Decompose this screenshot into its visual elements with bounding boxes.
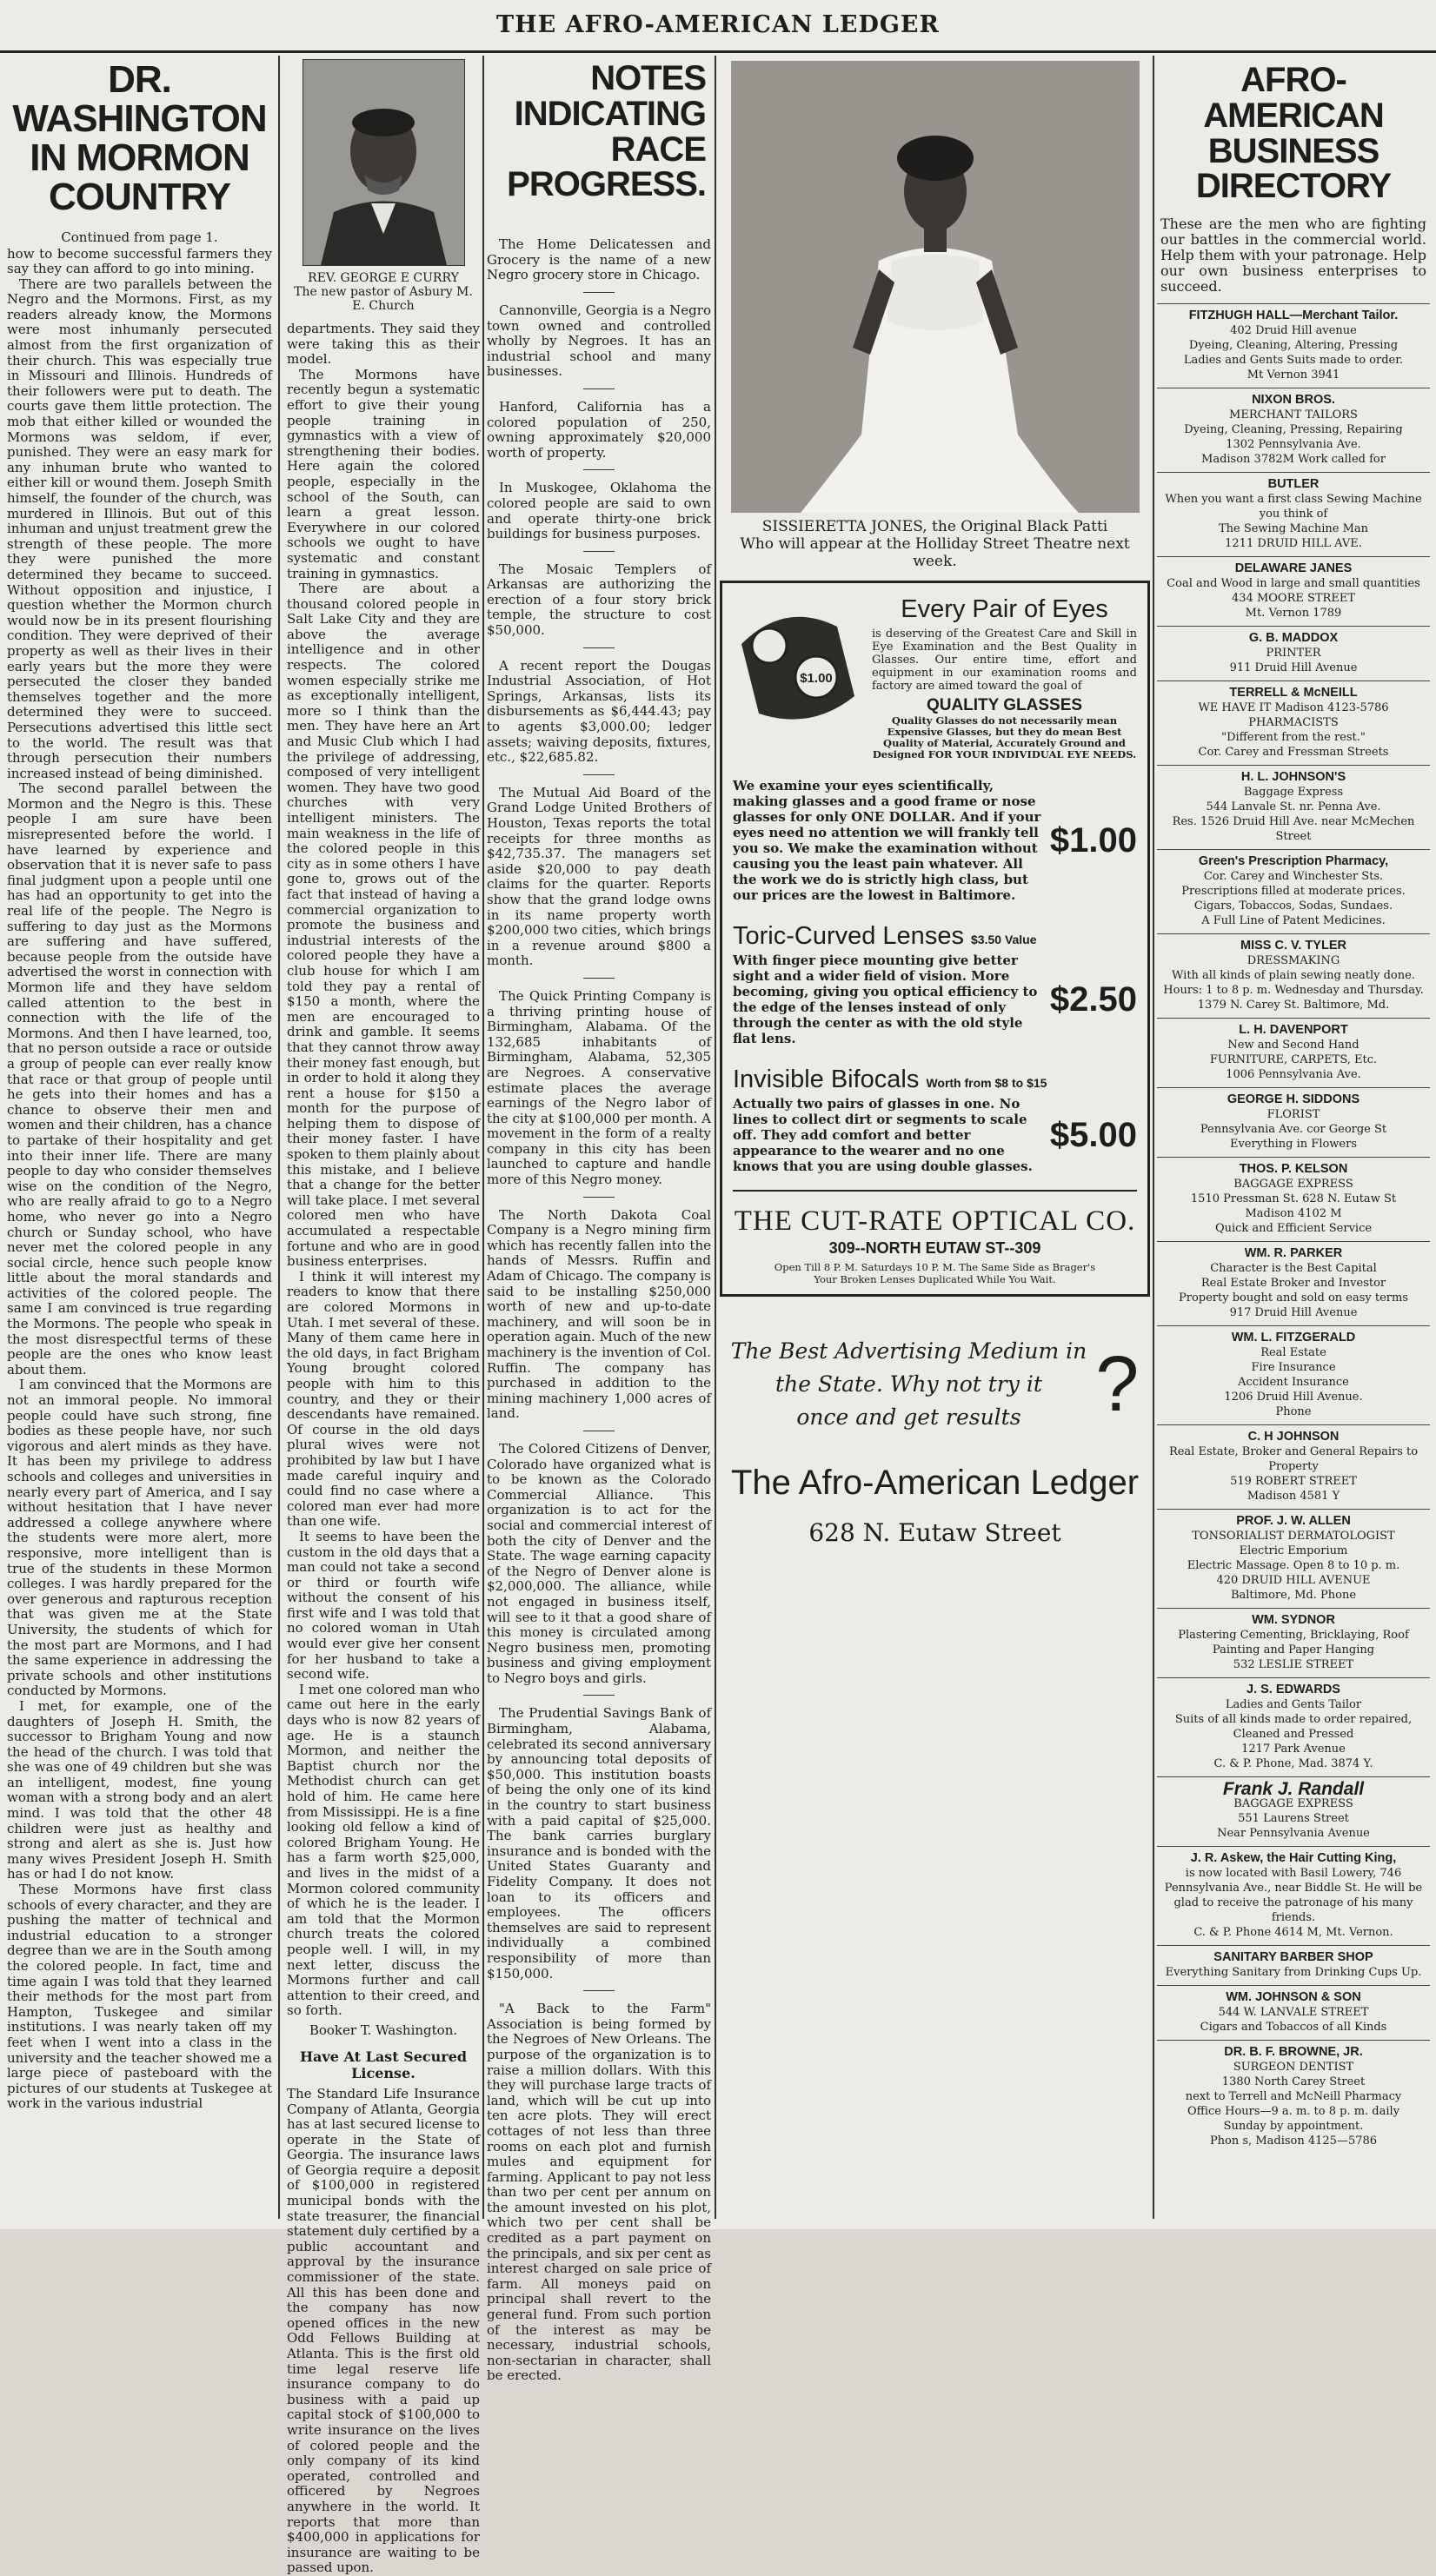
directory-entry-line: Accident Insurance <box>1238 1376 1349 1390</box>
progress-note: Cannonville, Georgia is a Negro town owned and controlled wholly by Negroes. It has an industrial school and many businesses. <box>487 302 711 380</box>
article-paragraph: I met, for example, one of the daughters of Joseph H. Smith, the successor to Brigham Young and now the head of the church. I was told that she was one of 49 children but she was an intelligent, modest, fine young woman with a strong body and an alert mind. I was told that the other 48 children were just as healthy and strong and alert as she is. Just how many wives President Joseph H. Smith has or had I do not know. <box>7 1697 272 1882</box>
directory-entry-line: Electric Massage. Open 8 to 10 p. m. <box>1187 1559 1400 1573</box>
directory-entry-line: 420 DRUID HILL AVENUE <box>1216 1574 1371 1588</box>
directory-entry-line: 402 Druid Hill avenue <box>1230 324 1357 338</box>
directory-entry <box>1157 849 1430 933</box>
directory-entry <box>1157 2040 1430 2154</box>
directory-entry-name: MISS C. V. TYLER <box>1240 939 1346 953</box>
directory-entry-line: Quick and Efficient Service <box>1214 1222 1373 1236</box>
article-paragraph: I am convinced that the Mormons are not an immoral people. No immoral people could have such strong, fine bodies as these people have, nor such vigorous and alert minds as they have. It has been my privilege to address schools and colleges and universities in nearly every part of America, and I say without hesitation that I have never addressed a college anywhere where the students were more alert, more responsive, more intelligent than is true of the students in these Mormon colleges. I was hardly prepared for the over generous and rapturous reception that was given me at the State University, the students of which for the most part are Mormons, and I had the same experience in addressing the private schools and other institutions conducted by Mormons. <box>7 1377 272 1699</box>
offer-toric <box>733 953 1137 1046</box>
price-three: $5.00 <box>1049 1115 1137 1154</box>
directory-entry-name: WM. L. FITZGERALD <box>1231 1331 1356 1345</box>
directory-entry <box>1157 765 1430 849</box>
directory-entry-line: 1379 N. Carey St. Baltimore, Md. <box>1197 999 1390 1012</box>
headline-directory: AFRO-AMERICAN BUSINESS DIRECTORY <box>1195 61 1392 206</box>
directory-entry <box>1157 1846 1430 1945</box>
directory-entry-line: 1510 Pressman St. 628 N. Eutaw St <box>1190 1192 1397 1206</box>
column-race-progress <box>487 56 711 2384</box>
separator <box>583 1695 615 1696</box>
directory-entry-name: DELAWARE JANES <box>1234 561 1353 576</box>
directory-entry-line: New and Second Hand <box>1227 1039 1360 1052</box>
directory-entry-line: Real Estate Broker and Investor <box>1200 1277 1386 1291</box>
directory-entry-line: Real Estate <box>1260 1346 1326 1360</box>
license-paragraph: The Standard Life Insurance Company of Atlanta, Georgia has at last secured license to operate in the State of Georgia. The insurance laws of Georgia require a deposit of $100,000 in registered municipal bonds with the state treasurer, the financial statement duly certified by a public accountant and approval by the insurance commissioner of the state. All this has been done and the company has now opened offices in the new Odd Fellows Building at Atlanta. This is the first old time legal reserve life insurance company to do business with a paid up capital stock of $100,000 to write insurance on the lives of colored people and the only company of its kind operated, controlled and officered by Negroes anywhere in the world. It reports that more than $400,000 in applications for insurance are waiting to be passed upon. <box>287 2085 480 2576</box>
directory-entry-line: Electric Emporium <box>1239 1544 1348 1558</box>
directory-entry-line: 532 LESLIE STREET <box>1233 1658 1354 1672</box>
fan-icon <box>733 592 863 740</box>
headline-race-progress: NOTES INDICATING RACE PROGRESS. <box>507 59 706 204</box>
directory-entry <box>1157 556 1430 626</box>
directory-entry-line: The Sewing Machine Man <box>1218 522 1369 536</box>
directory-entry-name: DR. B. F. BROWNE, JR. <box>1224 2045 1363 2060</box>
ledger-address: 628 N. Eutaw Street <box>808 1518 1061 1547</box>
ad-heading-block <box>872 592 1137 760</box>
directory-entry-line: next to Terrell and McNeill Pharmacy <box>1185 2090 1402 2104</box>
promo-text <box>731 1335 1087 1434</box>
ad-divider <box>733 1190 1137 1192</box>
directory-entry-name: BUTLER <box>1267 477 1320 492</box>
directory-entry-line: FURNITURE, CARPETS, Etc. <box>1209 1053 1378 1067</box>
directory-entry-line: Plastering Cementing, Bricklaying, Roof Painting and Paper Hanging <box>1178 1629 1409 1657</box>
directory-entry-line: 1217 Park Avenue <box>1241 1743 1346 1756</box>
column-rule <box>278 56 280 2219</box>
directory-entry-line: Baltimore, Md. Phone <box>1230 1589 1357 1603</box>
directory-entry-line: A Full Line of Patent Medicines. <box>1201 914 1386 928</box>
company-note: Your Broken Lenses Duplicated While You Wait. <box>814 1273 1056 1285</box>
directory-entry-line: Phon s, Madison 4125—5786 <box>1209 2134 1378 2148</box>
directory-entry <box>1157 626 1430 681</box>
directory-entry-line: C. & P. Phone, Mad. 3874 Y. <box>1213 1757 1373 1771</box>
directory-entry-line: is now located with Basil Lowery, 746 Pennsylvania Ave., near Biddle St. He will be glad to receive the patronage of his many friends. <box>1164 1867 1423 1925</box>
directory-entry-line: Ladies and Gents Tailor <box>1225 1698 1362 1712</box>
directory-entry <box>1157 1157 1430 1241</box>
signature: Booker T. Washington. <box>309 2022 458 2038</box>
promo-line-1: The Best Advertising Medium in <box>730 1338 1087 1364</box>
directory-entry-line: 917 Druid Hill Avenue <box>1229 1306 1358 1320</box>
directory-entry-line: MERCHANT TAILORS <box>1229 408 1358 422</box>
progress-note: The Colored Citizens of Denver, Colorado have organized what is to be known as the Colorado Commercial Alliance. This organization is to act for the social and commercial interest of both the city of Denver and the State. The wage earning capacity of the Negro of Denver alone is $2,000,000. The alliance, while not engaged in business itself, will see to it that a good share of this money is circulated among Negro business men, promoting business and giving employment to Negro boys and girls. <box>487 1440 711 1686</box>
offer-text: We examine your eyes scientifically, making glasses and a good frame or nose glasses for only ONE DOLLAR. And if your eyes need no attention we will frankly tell you so. We make the examination without causing you the least pain whatever. All the work we do is strictly high class, but our prices are the lowest in Baltimore. <box>733 778 1041 903</box>
caption-text: The new pastor of Asbury M. E. Church <box>294 285 473 313</box>
article-paragraph: It seems to have been the custom in the old days that a man could not take a second or third or fourth wife without the consent of his first wife and I was told that no colored woman in Utah would ever give her consent for her husband to take a second wife. <box>287 1528 480 1683</box>
directory-entry <box>1157 472 1430 556</box>
singer-caption <box>720 518 1150 570</box>
directory-entry-name: Green's Prescription Pharmacy, <box>1198 854 1389 869</box>
directory-entry-line: Fire Insurance <box>1251 1361 1336 1375</box>
ad-quality: QUALITY GLASSES <box>926 696 1083 714</box>
directory-entry-line: Cor. Carey and Fressman Streets <box>1198 746 1389 760</box>
column-directory <box>1157 56 1430 2219</box>
directory-entry-line: 911 Druid Hill Avenue <box>1229 661 1358 675</box>
directory-entry <box>1157 933 1430 1018</box>
directory-entry <box>1157 1018 1430 1087</box>
singer-caption-line-1: SISSIERETTA JONES, the Original Black Patti <box>761 518 1108 535</box>
toric-lens-heading <box>733 922 1137 951</box>
directory-entry-line: Suits of all kinds made to order repaired, Cleaned and Pressed <box>1174 1713 1413 1742</box>
price-two: $2.50 <box>1049 979 1137 1019</box>
directory-entry-line: PRINTER <box>1266 647 1321 661</box>
directory-entry-line: Madison 3782M Work called for <box>1201 453 1386 467</box>
ledger-promo <box>720 1309 1150 1547</box>
column-washington <box>7 56 272 2219</box>
article-paragraph: There are two parallels between the Negro and the Mormons. First, as my readers already know, the Mormons were most inhumanly persecuted almost from the first organization of their church. This was especially true in Missouri and Illinois. Hundreds of their followers were put to death. The courts gave them little protection. The mob that either killed or wounded the Mormons was seldom, if ever, punished. They were an easy mark for any inhuman brute who wanted to either kill or wound them. Joseph Smith himself, the founder of the church, was murdered in Illinois. But out of this inhuman and unjust treatment grew the strength of these people. The more they were punished the more determined they became to succeed. Without opposition and injustice, I question whether the Mormon church would now be in its present flourishing condition. They were deprived of their property as well as their lives in their early years but the more they were persecuted the closer they banded themselves together and the more determined they were to succeed. Persecutions advertised this little sect to the world. The result was that through persecution their numbers increased instead of being diminished. <box>7 276 272 781</box>
directory-entry-line: Madison 4581 Y <box>1247 1490 1340 1504</box>
directory-entry-line: Coal and Wood in large and small quantities <box>1167 577 1420 591</box>
directory-entry <box>1157 1424 1430 1509</box>
progress-note: The Mutual Aid Board of the Grand Lodge United Brothers of Houston, Texas reports the total receipts for three months as $42,735.37. The managers set aside $20,000 to pay death claims for the quarter. Reports show that the grand lodge owns in its name property worth $200,000 two cities, which brings in a revenue around $800 a month. <box>487 784 711 969</box>
directory-entry-line: BAGGAGE EXPRESS <box>1233 1178 1353 1192</box>
directory-entry <box>1157 303 1430 388</box>
article-paragraph: I think it will interest my readers to know that there are colored Mormons in Utah. I met several of these. Many of them came here in the old days, in fact Brigham Young brought colored people with him to this country, and they or their descendants have remained. Of course in the old days plural wives were not prohibited by law but I have made careful inquiry and could find no case where a colored man ever had more than one wife. <box>287 1268 480 1530</box>
ad-top <box>733 592 1137 760</box>
offer-bifocal <box>733 1096 1137 1174</box>
directory-entry-line: Near Pennsylvania Avenue <box>1217 1827 1370 1841</box>
headline-washington: DR. WASHINGTON IN MORMON COUNTRY <box>12 58 267 218</box>
ad-intro: is deserving of the Greatest Care and Skill in Eye Examination and the Best Quality in Glasses. Our entire time, effort and equipment in our examination rooms and factory are aimed toward the goal of <box>872 627 1137 693</box>
directory-entry-line: Character is the Best Capital <box>1210 1262 1377 1276</box>
directory-entry-line: DRESSMAKING <box>1247 954 1340 968</box>
directory-entry <box>1157 681 1430 765</box>
directory-entry-name: PROF. J. W. ALLEN <box>1236 1514 1351 1529</box>
directory-entry-line: Real Estate, Broker and General Repairs to Property <box>1168 1445 1419 1474</box>
directory-entry-line: Baggage Express <box>1243 786 1344 800</box>
article-paragraph: departments. They said they were taking this as their model. <box>287 321 480 368</box>
directory-entry <box>1157 1087 1430 1157</box>
progress-note: The Home Delicatessen and Grocery is the name of a new Negro grocery store in Chicago. <box>487 236 711 283</box>
column-rule <box>482 56 484 2219</box>
separator <box>583 1197 615 1198</box>
directory-entry-line: Dyeing, Cleaning, Pressing, Repairing <box>1184 423 1403 437</box>
separator <box>583 1990 615 1991</box>
toric-text: With finger piece mounting give better sight and a wider field of vision. More becoming, giving you optical efficiency to the edge of the lenses instead of only through the center as with the old style flat lens. <box>733 953 1038 1046</box>
directory-entry-line: WE HAVE IT Madison 4123-5786 <box>1198 701 1389 715</box>
directory-entry-line: 1006 Pennsylvania Ave. <box>1226 1068 1361 1082</box>
directory-entry-line: C. & P. Phone 4614 M, Mt. Vernon. <box>1193 1926 1393 1940</box>
article-paragraph: These Mormons have first class schools of every character, and they are pushing the matter of technical and industrial education to a stronger degree than we are in the South among the colored people. In fact, time and time again I was told that they learned their methods for the most part from Hampton, Tuskegee and similar institutions. I was nearly taken off my feet when I went into a class in the university and the teacher showed me a large piece of pasteboard with the pictures of our students at Tuskegee at work in the various industrial <box>7 1882 272 2112</box>
separator <box>583 292 615 293</box>
directory-entry-line: Cor. Carey and Winchester Sts. <box>1203 870 1384 884</box>
column-curry <box>287 56 480 2576</box>
masthead: THE AFRO-AMERICAN LEDGER <box>0 0 1436 53</box>
directory-entry-line: With all kinds of plain sewing neatly done. Hours: 1 to 8 p. m. Wednesday and Thursday. <box>1163 969 1424 998</box>
directory-entry-line: 434 MOORE STREET <box>1232 592 1355 606</box>
separator <box>583 774 615 775</box>
toric-value: $3.50 Value <box>971 933 1037 946</box>
continued-note: Continued from page 1. <box>61 229 218 245</box>
question-mark-icon: ? <box>1095 1340 1140 1428</box>
company-name: THE CUT-RATE OPTICAL CO. <box>734 1205 1136 1237</box>
progress-note: "A Back to the Farm" Association is being formed by the Negroes of New Orleans. The purpose of the organization is to raise a million dollars. With this they will purchase large tracts of land, which will be cut up into ten acre plots. They will erect cottages of not less than three rooms on each plot and furnish mules and equipment for farming. Applicant to pay not less than two per cent per annum on the amount invested on his plot, which two per cent shall be credited as a part payment on the principals, and six per cent as interest charged on sale price of farm. All moneys paid on principal shall revert to the general fund. From such portion of the interest as may be necessary, industrial schools, non-sectarian in character, shall be erected. <box>487 2001 711 2384</box>
directory-entry-line: 544 W. LANVALE STREET <box>1218 2006 1369 2020</box>
bifocal-title: Invisible Bifocals <box>733 1066 920 1093</box>
directory-entry-name: SANITARY BARBER SHOP <box>1213 1950 1373 1965</box>
directory-entry-name: G. B. MADDOX <box>1248 631 1339 646</box>
directory-entry-line: 544 Lanvale St. nr. Penna Ave. <box>1206 800 1381 814</box>
ledger-name: The Afro-American Ledger <box>730 1464 1140 1502</box>
price-one: $1.00 <box>1049 820 1137 860</box>
article-paragraph: There are about a thousand colored people in Salt Lake City and they are above the average intelligence and in other respects. The colored women especially strike me as exceptionally intelligent, more so I think than the men. They have here an Art and Music Club which I had the privilege of addressing, composed of very intelligent women. They have two good churches with very intelligent ministers. The main weakness in the life of the colored people in this city as in some others I have gone to, grows out of the fact that instead of having a commercial organization to promote the business and industrial interests of the colored people they have a club house for which I am told they pay a rental of $150 a month, where the men are encouraged to drink and gamble. It seems that they cannot throw away their money fast enough, but in order to hold it along they rent a house for $150 a month for the purpose of helping them to dispose of their money faster. I have spoken to them plainly about this mistake, and I believe that a change for the better will take place. I met several colored men who have accumulated a respectable fortune and who are in good business enterprises. <box>287 581 480 1270</box>
directory-entry-line: Mt Vernon 3941 <box>1247 368 1340 382</box>
promo-line-3: once and get results <box>796 1404 1021 1430</box>
directory-entry-line: Cigars and Tobaccos of all Kinds <box>1200 2021 1387 2035</box>
ad-quality-fine: Quality Glasses do not necessarily mean Expensive Glasses, but they do mean Best Quality of Material, Accurately Ground and Designed FOR YOUR INDIVIDUAL EYE NEEDS. <box>872 714 1137 760</box>
directory-entry <box>1157 1776 1430 1846</box>
directory-entry-line: Dyeing, Cleaning, Altering, Pressing <box>1188 339 1399 353</box>
directory-entry-name: NIXON BROS. <box>1252 393 1335 408</box>
directory-entry-line: Sunday by appointment. <box>1223 2120 1364 2134</box>
bifocal-heading <box>733 1066 1137 1094</box>
article-paragraph: The second parallel between the Mormon and the Negro is this. These people I am sure have been misrepresented before the world. I have learned by experience and observation that it is never safe to pass final judgment upon a people until one has had an opportunity to get into the real life of the people. The Negro is suffering to day just as the Mormons are suffering and have suffered, because people from the outside have advertised the worst in connection with Mormon life and they have seldom called attention to the best in connection with the life of the Mormons. And then I have learned, too, that no person outside a race or outside a group of people can ever really know that race or that group of people until he gets into their homes and has a chance to observe their men and women and their children, has a chance to partake of their hospitality and get into their inner life. There are many people to day who consider themselves wise on the condition of the Negro, who are really afraid to go to a Negro home, who never go into a Negro church or Sunday school, who have never met the colored people in any social circle, hence such people know little about the moral standards and activities of the colored people. The same I am convinced is true regarding the Mormons. The people who speak in the most disrespectful terms of these people are the ones who know least about them. <box>7 780 272 1378</box>
progress-note: The North Dakota Coal Company is a Negro mining firm which has recently fallen into the hands of Messrs. Ruffin and Adam of Chicago. The company is said to be installing $250,000 worth of new and up-to-date machinery, and will soon be in operation again. Much of the new machinery is the invention of Col. Ruffin. The company has purchased in addition to the mining machinery 1,000 acres of land. <box>487 1206 711 1422</box>
directory-entry-name: THOS. P. KELSON <box>1239 1162 1348 1177</box>
directory-entry <box>1157 1677 1430 1776</box>
optical-ad <box>720 581 1150 1297</box>
directory-list <box>1157 303 1430 2154</box>
column-rule <box>1153 56 1154 2219</box>
promo-wrap <box>725 1335 1145 1434</box>
directory-entry-line: PHARMACISTS <box>1248 716 1339 730</box>
directory-entry-line: FLORIST <box>1266 1108 1320 1122</box>
offer-one-dollar <box>733 778 1137 903</box>
directory-entry-name: WM. R. PARKER <box>1244 1246 1343 1261</box>
directory-entry-line: TONSORIALIST DERMATOLOGIST <box>1192 1530 1395 1544</box>
directory-entry-line: When you want a first class Sewing Machine you think of <box>1165 493 1422 521</box>
progress-note: The Quick Printing Company is a thriving printing house of Birmingham, Alabama. Of the 132,685 inhabitants of Birmingham, Alabama, 52,305 are Negroes. A conservative estimate places the average earnings of the Negro labor of the city at $100,000 per month. A movement in the form of a realty company in this city has been launched to capture and handle more of this Negro money. <box>487 987 711 1188</box>
progress-note: A recent report the Dougas Industrial Association, of Hot Springs, Arkansas, lists its disbursements as $6,444.43; pay to agents $3,000.00; ledger assets; waiving deposits, fixtures, etc., $22,685.82. <box>487 657 711 766</box>
directory-entry-name: TERRELL & McNEILL <box>1229 686 1358 700</box>
directory-entry-line: Res. 1526 Druid Hill Ave. near McMechen Street <box>1172 815 1415 844</box>
article-paragraph: The Mormons have recently begun a systematic effort to give their young people training in gymnastics with a view of strengthening their bodies. Here again the colored people, especially in the school of the South, can learn a great lesson. Everywhere in our colored schools we ought to have systematic and constant training in gymnastics. <box>287 366 480 581</box>
directory-entry-line: Phone <box>1275 1405 1312 1419</box>
directory-entry-line: Madison 4102 M <box>1245 1207 1342 1221</box>
separator <box>583 978 615 979</box>
separator <box>583 388 615 389</box>
singer-photo <box>731 61 1140 513</box>
progress-note: The Mosaic Templers of Arkansas are authorizing the erection of a four story brick temple, the structure to cost $50,000. <box>487 561 711 639</box>
company-hours: Open Till 8 P. M. Saturdays 10 P. M. The Same Side as Brager's <box>774 1261 1096 1273</box>
directory-entry-line: Cigars, Tobaccos, Sodas, Sundaes. <box>1193 900 1393 913</box>
separator <box>583 469 615 470</box>
directory-entry-line: Everything Sanitary from Drinking Cups Up. <box>1165 1966 1422 1980</box>
directory-entry-line: 519 ROBERT STREET <box>1230 1475 1357 1489</box>
portrait-caption <box>287 271 480 313</box>
directory-entry-line: SURGEON DENTIST <box>1233 2061 1354 2075</box>
directory-entry <box>1157 1985 1430 2040</box>
directory-entry-line: 1380 North Carey Street <box>1221 2075 1366 2089</box>
directory-entry-line: Prescriptions filled at moderate prices. <box>1181 885 1406 899</box>
directory-entry-line: 551 Laurens Street <box>1238 1812 1349 1826</box>
directory-entry-name: C. H JOHNSON <box>1247 1430 1340 1444</box>
directory-entry-line: Property bought and sold on easy terms <box>1178 1291 1409 1305</box>
bifocal-text: Actually two pairs of glasses in one. No lines to collect dirt or segments to scale off. They add comfort and better appearance to the wearer and no one knows that you are using double glasses. <box>733 1096 1033 1174</box>
directory-entry <box>1157 1945 1430 1985</box>
directory-entry-name: J. R. Askew, the Hair Cutting King, <box>1190 1851 1397 1866</box>
portrait-photo <box>302 59 465 266</box>
directory-entry-line: Mt. Vernon 1789 <box>1245 607 1342 621</box>
directory-entry <box>1157 388 1430 472</box>
directory-entry-name: J. S. EDWARDS <box>1247 1683 1340 1697</box>
article-paragraph: I met one colored man who came out here in the early days who is now 82 years of age. He is a staunch Mormon, and neither the Baptist church nor the Methodist church can get hold of him. He came here from Mississippi. He is a fine looking old fellow a kind of colored Brigham Young. He has a farm worth $25,000, and lives in the midst of a Mormon colored community of which he is the leader. I am told that the Mormon church treats the colored people well. I will, in my next letter, discuss the Mormons further and call attention to their creed, and so forth. <box>287 1681 480 2019</box>
directory-entry-line: 1206 Druid Hill Avenue. <box>1224 1391 1363 1404</box>
directory-entry-line: Pennsylvania Ave. cor George St <box>1200 1123 1387 1137</box>
directory-intro: These are the men who are fighting our battles in the commercial world. Help them with your patronage. Help our own business enterprises to succeed. <box>1160 216 1426 295</box>
column-ads <box>720 56 1150 2219</box>
directory-entry-line: Ladies and Gents Suits made to order. <box>1183 354 1404 368</box>
directory-entry-line: "Different from the rest." <box>1221 731 1366 745</box>
directory-entry-line: 1211 DRUID HILL AVE. <box>1225 537 1362 551</box>
progress-note: Hanford, California has a colored population of 250, owning approximately $20,000 worth of property. <box>487 398 711 461</box>
directory-entry <box>1157 1325 1430 1424</box>
directory-entry-line: Everything in Flowers <box>1229 1138 1358 1152</box>
bifocal-value: Worth from $8 to $15 <box>926 1076 1047 1090</box>
directory-entry-name: WM. JOHNSON & SON <box>1226 1990 1361 2005</box>
separator <box>583 551 615 552</box>
directory-entry <box>1157 1241 1430 1325</box>
progress-note: The Prudential Savings Bank of Birmingham, Alabama, celebrated its second anniversary by announcing total deposits of $50,000. This institution boasts of being the only one of its kind in the country to start business with a paid capital of $25,000. The bank carries burglary insurance and is bonded with the United States Guaranty and Fidelity Company. It does not loan to its officers and employees. The officers themselves are said to represent individually a combined responsibility of more than $150,000. <box>487 1705 711 1982</box>
directory-entry-name: L. H. DAVENPORT <box>1239 1023 1348 1038</box>
article-paragraph: how to become successful farmers they say they can afford to go into mining. <box>7 245 272 277</box>
column-rule <box>715 56 716 2219</box>
singer-caption-line-2: Who will appear at the Holliday Street Theatre next week. <box>740 535 1130 570</box>
caption-name: REV. GEORGE E CURRY <box>308 271 459 285</box>
progress-note: In Muskogee, Oklahoma the colored people are said to own and operate thirty-one brick buildings for business purposes. <box>487 480 711 542</box>
directory-entry-name: FITZHUGH HALL—Merchant Tailor. <box>1188 309 1399 323</box>
directory-entry-line: BAGGAGE EXPRESS <box>1233 1797 1353 1811</box>
directory-entry <box>1157 1509 1430 1608</box>
directory-entry-line: Office Hours—9 a. m. to 8 p. m. daily <box>1187 2105 1400 2119</box>
license-subhead: Have At Last Secured License. <box>299 2048 468 2081</box>
promo-line-2: the State. Why not try it <box>775 1371 1042 1397</box>
company-address: 309--NORTH EUTAW ST--309 <box>828 1239 1041 1257</box>
ad-title: Every Pair of Eyes <box>901 595 1108 623</box>
fan-price-label: $1.00 <box>800 671 833 686</box>
toric-title: Toric-Curved Lenses <box>733 922 964 950</box>
directory-entry-name: H. L. JOHNSON'S <box>1240 770 1346 785</box>
directory-entry-name: Frank J. Randall <box>1222 1779 1365 1800</box>
separator <box>583 647 615 648</box>
directory-entry-name: WM. SYDNOR <box>1252 1613 1335 1628</box>
directory-entry <box>1157 1608 1430 1677</box>
directory-entry-name: GEORGE H. SIDDONS <box>1227 1092 1360 1107</box>
directory-entry-line: 1302 Pennsylvania Ave. <box>1226 438 1361 452</box>
